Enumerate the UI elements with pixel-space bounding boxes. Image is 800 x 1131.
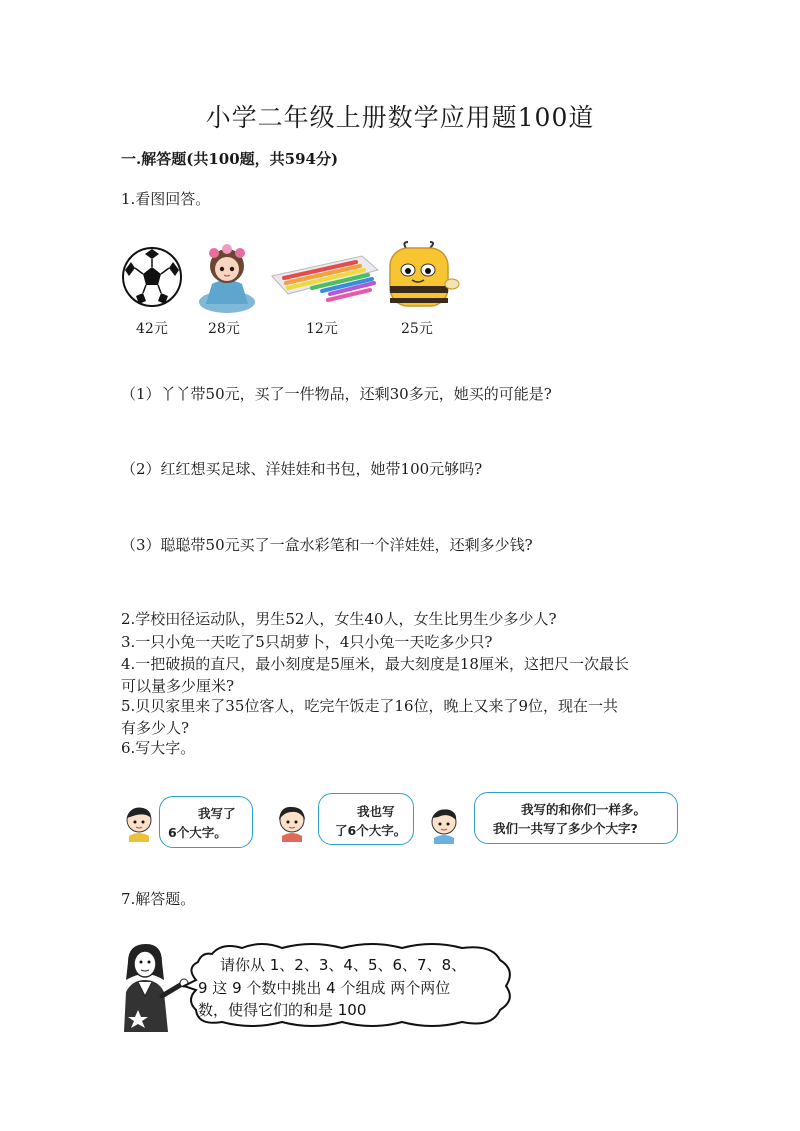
bubble-3-line-1: 我写的和你们一样多。 xyxy=(521,802,647,817)
bubble-1-line-1: 我写了 xyxy=(198,806,236,821)
price-watercolor-pens: 12元 xyxy=(306,321,338,337)
question-3: 3.一只小兔一天吃了5只胡萝卜，4只小兔一天吃多少只? xyxy=(121,633,493,651)
question-6: 6.写大字。 xyxy=(121,739,196,757)
price-doll: 28元 xyxy=(208,321,240,337)
speech-line-3: 数，使得它们的和是 100 xyxy=(198,1001,367,1019)
child-avatar-icon xyxy=(424,804,464,844)
speech-bubble-2 xyxy=(318,793,414,845)
watercolor-pens-icon xyxy=(270,248,380,308)
soccer-ball-icon xyxy=(121,246,183,308)
question-7: 7.解答题。 xyxy=(121,890,196,908)
section-heading: 一.解答题(共100题，共594分) xyxy=(121,150,339,168)
teacher-icon xyxy=(118,940,190,1032)
question-1-sub-3: （3）聪聪带50元买了一盒水彩笔和一个洋娃娃，还剩多少钱? xyxy=(121,536,533,554)
speech-line-1: 请你从 1、2、3、4、5、6、7、8、 xyxy=(220,956,467,974)
bubble-3-line-2: 我们一共写了多少个大字? xyxy=(493,821,638,836)
question-1-sub-2: （2）红红想买足球、洋娃娃和书包，她带100元够吗? xyxy=(121,460,483,478)
question-1-sub-1: （1）丫丫带50元，买了一件物品，还剩30多元，她买的可能是? xyxy=(121,385,552,403)
question-4-line-1: 4.一把破损的直尺，最小刻度是5厘米，最大刻度是18厘米，这把尺一次最长 xyxy=(121,655,629,673)
bubble-2-line-1: 我也写 xyxy=(357,804,395,819)
question-5-line-1: 5.贝贝家里来了35位客人，吃完午饭走了16位，晚上又来了9位，现在一共 xyxy=(121,697,619,715)
question-5-line-2: 有多少人? xyxy=(121,719,190,737)
bubble-1-line-2: 6个大字。 xyxy=(168,825,227,840)
bubble-2-line-2: 了6个大字。 xyxy=(335,823,407,838)
speech-line-2: 9 这 9 个数中挑出 4 个组成 两个两位 xyxy=(198,979,451,997)
speech-bubble-3 xyxy=(474,792,678,844)
doll-icon xyxy=(190,240,264,314)
girl-avatar-icon xyxy=(272,802,312,842)
question-4-line-2: 可以量多少厘米? xyxy=(121,677,235,695)
question-1-prompt: 1.看图回答。 xyxy=(121,190,211,208)
page-title: 小学二年级上册数学应用题100道 xyxy=(205,103,595,132)
boy-avatar-icon xyxy=(121,802,161,842)
speech-bubble-1 xyxy=(159,796,253,848)
question-2: 2.学校田径运动队，男生52人，女生40人，女生比男生少多少人? xyxy=(121,610,557,628)
speech-cloud xyxy=(182,940,522,1032)
price-soccer-ball: 42元 xyxy=(136,321,168,337)
price-bee-backpack: 25元 xyxy=(401,321,433,337)
bee-backpack-icon xyxy=(384,240,460,312)
